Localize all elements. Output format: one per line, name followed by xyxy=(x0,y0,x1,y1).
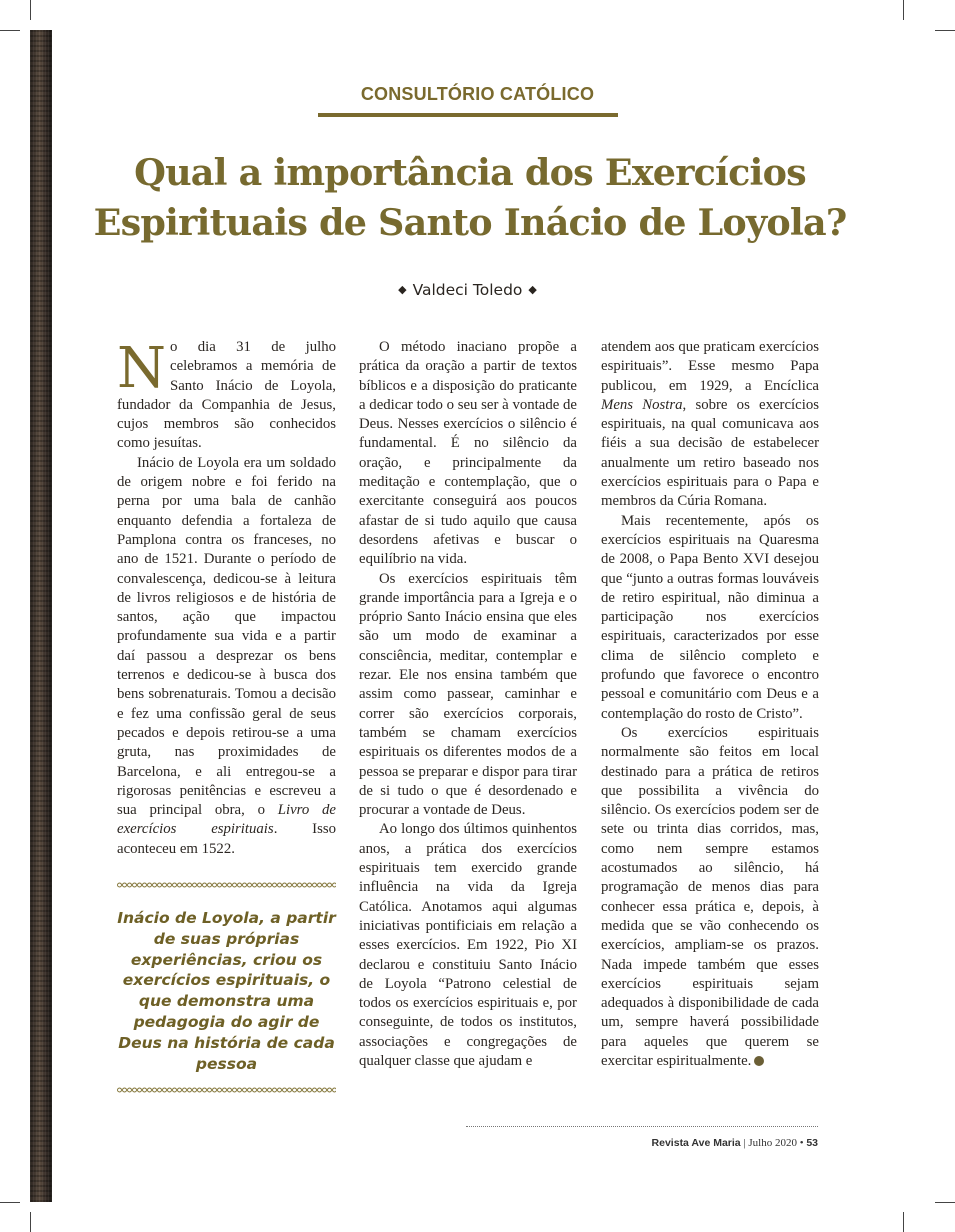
crop-mark xyxy=(30,1212,31,1232)
column-1 xyxy=(117,338,336,859)
diamond-icon: ◆ xyxy=(398,283,407,296)
paragraph: atendem aos que praticam exercícios espirituais”. Esse mesmo Papa publicou, em 1929, a Encíclica Mens Nostra, sobre os exercícios espirituais, na qual comunicava aos fiéis a sua decisão de estabelecer anualmente um retiro baseado nos exercícios espirituais para o Papa e membros da Cúria Romana. xyxy=(601,339,820,510)
crop-mark xyxy=(903,1212,904,1232)
author-byline xyxy=(0,281,935,299)
paragraph: No dia 31 de julho celebramos a memória de Santo Inácio de Loyola, fundador da Companhia de Jesus, cujos membros são conhecidos como jesuítas. xyxy=(117,336,336,452)
crop-mark xyxy=(935,30,955,31)
section-underline xyxy=(318,113,618,117)
crop-mark xyxy=(903,0,904,20)
footer-divider xyxy=(466,1126,818,1127)
title-line-2: Espirituais de Santo Inácio de Loyola? xyxy=(93,201,847,244)
column-2 xyxy=(359,338,577,1071)
crop-mark xyxy=(935,1202,955,1203)
paragraph: Inácio de Loyola era um soldado de origem nobre e foi ferido na perna por uma bala de canhão enquanto defendia a fortaleza de Pamplona contra os franceses, no ano de 1521. Durante o período de convalescença, dedicou-se à leitura de livros religiosos e de história de santos, ação que impactou profundamente sua vida e a partir daí passou a desprezar os bens terrenos e dedicou-se à busca dos bens sobrenaturais. Tomou a decisão e fez uma confissão geral de seus pecados e depois retirou-se a uma gruta, nas proximidades de Barcelona, e ali entregou-se a rigorosas penitências e escreveu a sua principal obra, o Livro de exercícios espirituais. Isso aconteceu em 1522. xyxy=(117,454,336,857)
column-3 xyxy=(601,338,819,1071)
page-number: 53 xyxy=(806,1137,818,1149)
paragraph: Os exercícios espirituais têm grande importância para a Igreja e o próprio Santo Inácio ensina que eles são um modo de examinar a consciência, meditar, contemplar e rezar. Ele nos ensina também que assim como passear, caminhar e correr são exercícios corporais, também se chamam exercícios espirituais os diferentes modos de a pessoa se preparar e dispor para tirar de si tudo o que é desordenado e procurar a vontade de Deus. xyxy=(359,570,577,819)
encyclical-title: Mens Nostra xyxy=(601,396,683,413)
crop-mark xyxy=(0,30,20,31)
paragraph: O método inaciano propõe a prática da oração a partir de textos bíblicos e a disposição do praticante a dedicar todo o seu ser à vontade de Deus. Nesses exercícios o silêncio é fundamental. É no silêncio da oração, e principalmente da meditação e contemplação, que o exercitante conseguirá aos poucos afastar de si tudo aquilo que causa desordens afetivas e buscar o equilíbrio na vida. xyxy=(359,339,577,568)
section-header: CONSULTÓRIO CATÓLICO xyxy=(360,84,595,104)
book-binding-edge xyxy=(30,30,52,1202)
footer-separator: | xyxy=(743,1137,746,1149)
pull-quote: Inácio de Loyola, a partir de suas próprias experiências, criou os exercícios espirituais, o que demonstra uma pedagogia do agir de Deus na história de cada pessoa xyxy=(117,909,336,1073)
wavy-divider-top xyxy=(117,881,336,889)
paragraph: Os exercícios espirituais normalmente são feitos em local destinado para a prática de retiros que possibilita a vivência do silêncio. Os exercícios podem ser de sete ou trinta dias corridos, mas, como nem sempre estamos acostumados ao silêncio, há programação de menos dias para conhecer essa prática e, depois, à medida que se vão conhecendo os exercícios, ampliam-se os prazos. Nada impede também que esses exercícios espirituais sejam adequados à disponibilidade de cada um, sempre haverá possibilidade para aqueles que querem se exercitar espiritualmente. xyxy=(601,724,819,1069)
drop-cap: N xyxy=(117,336,166,401)
issue-date: Julho 2020 xyxy=(748,1137,797,1149)
crop-mark xyxy=(30,0,31,20)
magazine-name: Revista Ave Maria xyxy=(651,1137,741,1149)
diamond-icon: ◆ xyxy=(528,283,537,296)
crop-mark xyxy=(0,1202,20,1203)
title-line-1: Qual a importância dos Exercícios xyxy=(134,151,806,194)
wavy-divider-bottom xyxy=(117,1086,336,1094)
author-name: Valdeci Toledo xyxy=(412,281,523,299)
paragraph: Ao longo dos últimos quinhentos anos, a prática dos exercícios espirituais tem exercido grande influência na vida da Igreja Católica. Anotamos aqui algumas iniciativas pontificiais em relação a esses exercícios. Em 1922, Pio XI declarou e constituiu Santo Inácio de Loyola “Patrono celestial de todos os exercícios espirituais e, por conseguinte, de todos os institutos, associações e congregações de qualquer classe que ajudam e xyxy=(359,821,577,1069)
footer-bullet: • xyxy=(799,1137,804,1149)
book-title: Livro de exercícios espirituais xyxy=(117,802,336,838)
paragraph: Mais recentemente, após os exercícios espirituais na Quaresma de 2008, o Papa Bento XVI desejou que “junto a outras formas louváveis de retiro espiritual, não diminua a participação nos exercícios espirituais, caracterizados por esse clima de silêncio completo e profundo que favorece o encontro pessoal e comunitário com Deus e a contemplação do rosto de Cristo”. xyxy=(601,512,819,722)
end-mark-icon xyxy=(754,1056,764,1066)
page-footer xyxy=(466,1137,818,1149)
article-title xyxy=(60,148,880,248)
